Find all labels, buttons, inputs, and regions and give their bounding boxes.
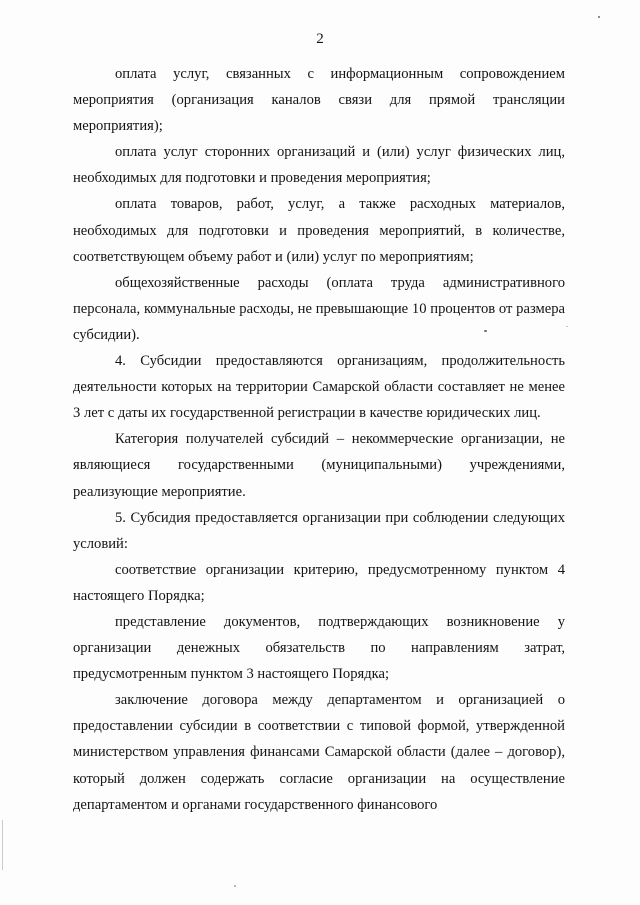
paragraph-info-support: оплата услуг, связанных с информационным сопровождением мероприятия (организация каналов связи для прямой трансляции мероприятия); [73, 66, 565, 135]
scan-speck [234, 885, 236, 887]
paragraph-criterion-compliance: соответствие организации критерию, предусмотренному пунктом 4 настоящего Порядка; [73, 561, 565, 604]
scan-edge-line [2, 820, 3, 870]
paragraph-documents-submission: представление документов, подтверждающих возникновение у организации денежных обязательств по направлениям затрат, предусмотренным пунктом 3 настоящего Порядка; [73, 613, 565, 683]
document-body [73, 61, 565, 818]
scan-speck [566, 326, 568, 327]
scan-speck [484, 330, 487, 332]
paragraph-goods-and-materials: оплата товаров, работ, услуг, а также расходных материалов, необходимых для подготовки и проведения мероприятий, в количестве, соответствующем объему работ и (или) услуг по мероприятиям; [73, 196, 565, 265]
paragraph-recipient-category: Категория получателей субсидий – некоммерческие организации, не являющиеся государственными (муниципальными) учреждениями, реализующие мероприятие. [73, 431, 565, 500]
paragraph-agreement-conclusion: заключение договора между департаментом и организацией о предоставлении субсидии в соответствии с типовой формой, утвержденной министерством управления финансами Самарской области (далее – договор), который должен содержать согласие организации на осуществление департаментом и органами государственного финансового [73, 692, 565, 813]
scan-speck [598, 16, 600, 18]
paragraph-clause-4: 4. Субсидии предоставляются организациям, продолжительность деятельности которых на территории Самарской области составляет не менее 3 лет с даты их государственной регистрации в качестве юридических лиц. [73, 353, 565, 422]
paragraph-clause-5: 5. Субсидия предоставляется организации при соблюдении следующих условий: [73, 509, 565, 552]
paragraph-overhead-costs: общехозяйственные расходы (оплата труда административного персонала, коммунальные расходы, не превышающие 10 процентов от размера субсидии). [73, 274, 565, 343]
page-number: 2 [316, 31, 324, 47]
paragraph-third-party-services: оплата услуг сторонних организаций и (или) услуг физических лиц, необходимых для подготовки и проведения мероприятия; [73, 144, 565, 187]
